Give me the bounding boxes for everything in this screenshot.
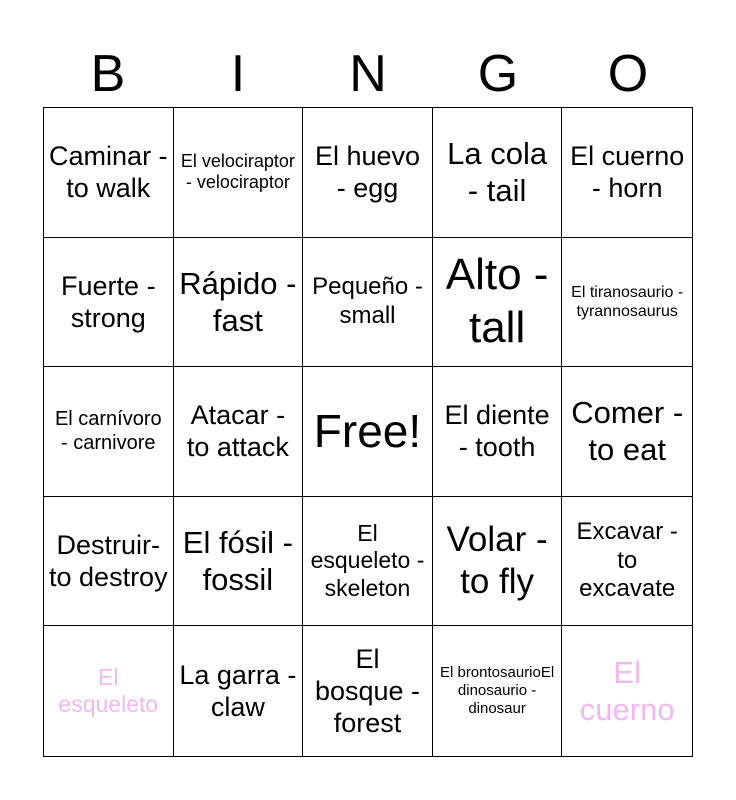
bingo-cell-text: El cuerno xyxy=(579,655,675,728)
bingo-cell[interactable] xyxy=(562,497,692,627)
bingo-cell-text: El esqueleto - skeleton xyxy=(310,519,425,601)
bingo-cell[interactable] xyxy=(174,238,304,368)
bingo-cell-text: La cola - tail xyxy=(447,136,548,209)
bingo-cell-text: El fósil - fossil xyxy=(182,524,294,598)
bingo-cell-text: Volar - to fly xyxy=(446,520,548,602)
bingo-board xyxy=(43,107,693,757)
bingo-cell-text: El brontosaurioEl dinosaurio - dinosaur xyxy=(439,664,555,718)
bingo-cell-text: Destruir- to destroy xyxy=(49,529,168,593)
bingo-cell[interactable] xyxy=(433,626,563,756)
bingo-cell-text: Excavar - to excavate xyxy=(576,517,678,603)
bingo-cell-text: Comer - to eat xyxy=(571,395,684,468)
bingo-cell-text: Pequeño - small xyxy=(312,273,423,329)
bingo-cell[interactable] xyxy=(562,626,692,756)
header-letter-g: G xyxy=(477,45,519,103)
bingo-cell[interactable] xyxy=(174,497,304,627)
bingo-cell-text: El huevo - egg xyxy=(314,140,421,204)
bingo-cell[interactable] xyxy=(44,108,174,238)
bingo-cell-text: Atacar - to attack xyxy=(186,400,289,463)
bingo-cell[interactable] xyxy=(433,497,563,627)
bingo-cell-text: Caminar - to walk xyxy=(49,140,168,204)
bingo-cell[interactable] xyxy=(562,367,692,497)
bingo-cell-text: El carnívoro - carnivore xyxy=(54,408,162,455)
bingo-cell-text: El bosque - forest xyxy=(314,643,421,739)
bingo-cell[interactable] xyxy=(303,497,433,627)
free-space-text: Free! xyxy=(313,404,422,457)
bingo-cell-text: La garra - claw xyxy=(179,659,297,723)
bingo-cell[interactable] xyxy=(433,108,563,238)
bingo-cell-text: El cuerno - horn xyxy=(570,140,685,204)
bingo-cell[interactable] xyxy=(44,626,174,756)
bingo-cell-text: El esqueleto xyxy=(58,663,159,718)
bingo-cell-text: Alto - tall xyxy=(445,250,549,352)
header-letter-i: I xyxy=(230,45,246,103)
bingo-cell[interactable] xyxy=(433,238,563,368)
bingo-cell[interactable] xyxy=(303,108,433,238)
bingo-cell-text: El tiranosaurio - tyrannosaurus xyxy=(571,283,684,320)
header-letter-b: B xyxy=(90,45,126,103)
header-letter-n: N xyxy=(349,45,387,103)
header-letter-o: O xyxy=(607,45,649,103)
bingo-cell[interactable] xyxy=(303,238,433,368)
free-space-cell[interactable] xyxy=(303,367,433,497)
bingo-cell[interactable] xyxy=(174,108,304,238)
bingo-cell-text: Fuerte - strong xyxy=(61,270,156,333)
bingo-cell[interactable] xyxy=(44,238,174,368)
bingo-cell[interactable] xyxy=(562,108,692,238)
bingo-cell[interactable] xyxy=(174,367,304,497)
bingo-cell[interactable] xyxy=(44,367,174,497)
bingo-header xyxy=(43,40,693,108)
bingo-cell-text: Rápido - fast xyxy=(179,265,297,338)
bingo-cell[interactable] xyxy=(433,367,563,497)
bingo-cell[interactable] xyxy=(303,626,433,756)
bingo-cell-text: El diente - tooth xyxy=(444,400,550,463)
bingo-cell[interactable] xyxy=(562,238,692,368)
bingo-cell[interactable] xyxy=(44,497,174,627)
bingo-cell[interactable] xyxy=(174,626,304,756)
bingo-cell-text: El velociraptor - velociraptor xyxy=(180,150,295,193)
